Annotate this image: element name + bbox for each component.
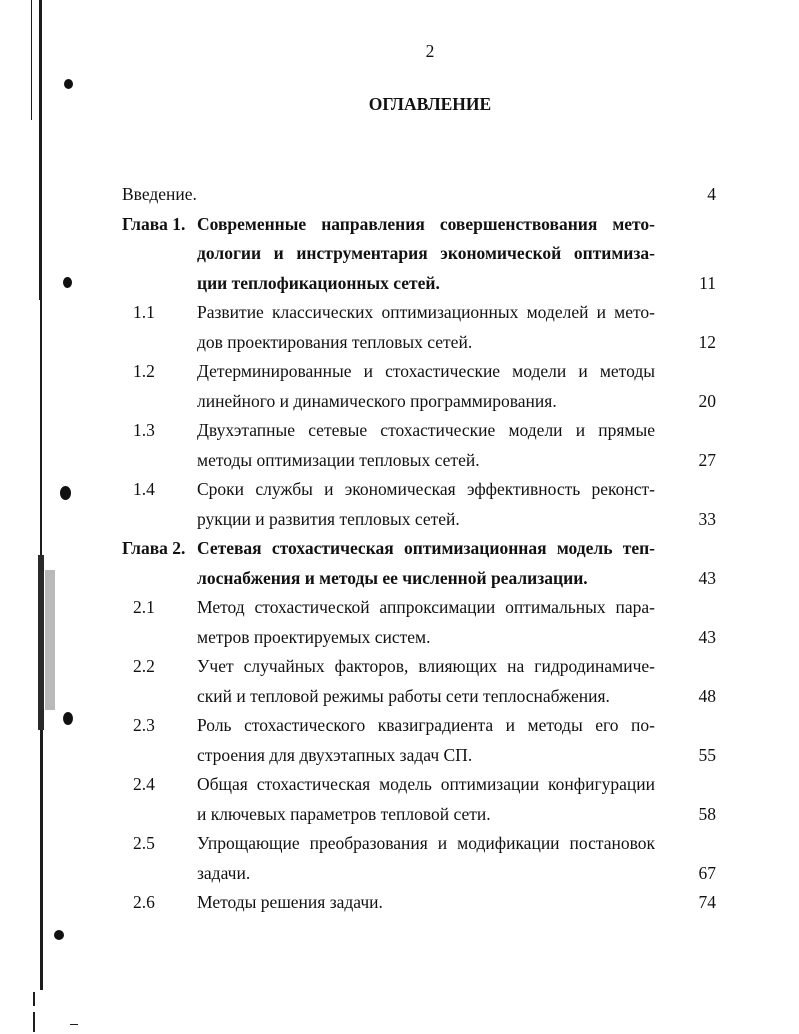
toc-entry-line: Метод стохастической аппроксимации оптимальных пара- [197,597,655,617]
toc-page-number: 43 [698,567,716,588]
toc-entry-number: 1.2 [133,361,155,381]
scan-margin-mark [70,1024,78,1025]
toc-entry-number: 2.1 [133,597,155,617]
scan-margin-line [39,0,42,300]
scan-punch-dot [63,712,73,725]
scan-punch-dot [60,486,71,500]
toc-section-1-3 [122,416,716,475]
toc-entry-line: Учет случайных факторов, влияющих на гидродинамиче- [197,656,655,676]
toc-page-number: 12 [698,331,716,352]
toc-entry-line: Методы решения задачи. [197,892,383,912]
toc-entry-text [197,416,655,475]
toc-entry-line: дов проектирования тепловых сетей. [197,331,473,352]
toc-section-2-1 [122,593,716,652]
toc-entry-number: 2.6 [133,892,155,912]
toc-entry-text [197,652,655,711]
toc-entry-number: 2.2 [133,656,155,676]
toc-entry-text [197,298,655,357]
toc-entry-line: методы оптимизации тепловых сетей. [197,449,480,470]
toc-entry-number: 2.3 [133,715,155,735]
toc-entry-number: Глава 2. [122,538,186,558]
toc-entry-line: Роль стохастического квазиградиента и методы его по- [197,715,655,735]
toc-entry-text [197,475,655,534]
toc-section-2-4 [122,770,716,829]
toc-entry-text [197,210,655,299]
scan-margin-line [40,730,43,990]
toc-chapter-1 [122,210,716,299]
scan-punch-dot [54,930,64,940]
toc-entry-line: Детерминированные и стохастические модели и методы [197,361,655,381]
toc-entry-line: ции теплофикационных сетей. [197,272,440,293]
toc-entry-line: дологии и инструментария экономической оптимиза- [197,243,655,263]
toc-entry-line: Упрощающие преобразования и модификации постановок [197,833,655,853]
toc-page-number: 33 [698,508,716,529]
scan-punch-dot [63,277,72,288]
toc-page-number: 20 [698,390,716,411]
toc-entry-text [197,770,655,829]
toc-page-number: 55 [698,744,716,765]
toc-entry-line: лоснабжения и методы ее численной реализации. [197,567,588,588]
toc-entry-number: 2.4 [133,774,155,794]
scan-margin-line [38,555,44,730]
toc-entry-line: линейного и динамического программирования. [197,390,557,411]
toc-entry-text [197,534,655,593]
toc-section-2-2 [122,652,716,711]
toc-page-number: 58 [698,803,716,824]
toc-section-1-2 [122,357,716,416]
toc-entry-line: задачи. [197,862,251,883]
toc-page-number: 27 [698,449,716,470]
toc-page-number: 67 [698,862,716,883]
toc-chapter-2 [122,534,716,593]
scan-margin-mark [33,1012,35,1032]
toc-section-2-3 [122,711,716,770]
toc-entry-line: Введение. [122,184,197,204]
page-number: 2 [425,41,435,61]
scan-margin-mark [33,992,35,1006]
toc-entry-line: Общая стохастическая модель оптимизации конфигурации [197,774,655,794]
toc-entry-line: Современные направления совершенствования мето- [197,213,655,234]
toc-entry-line: рукции и развития тепловых сетей. [197,508,460,529]
toc-section-1-1 [122,298,716,357]
toc-entry-line: Развитие классических оптимизационных моделей и мето- [197,302,655,322]
toc-entry-number: 2.5 [133,833,155,853]
toc-entry-number: Глава 1. [122,213,186,234]
toc-entry-number: 1.1 [133,302,155,322]
toc-entry-line: метров проектируемых систем. [197,626,431,647]
toc-entry-text [197,593,655,652]
table-of-contents [122,180,716,918]
toc-entry-line: Двухэтапные сетевые стохастические модели и прямые [197,420,655,440]
toc-section-2-5 [122,829,716,888]
toc-section-1-4 [122,475,716,534]
toc-entry-line: Сетевая стохастическая оптимизационная модель теп- [197,538,655,558]
toc-entry-line: и ключевых параметров тепловой сети. [197,803,491,824]
toc-intro [122,180,716,210]
toc-page-number: 11 [699,272,716,293]
toc-entry-text [197,711,655,770]
toc-entry-line: строения для двухэтапных задач СП. [197,744,473,765]
toc-entry-text [197,888,655,918]
toc-entry-line: Сроки службы и экономическая эффективность реконст- [197,479,655,499]
scan-margin-line [31,0,32,120]
toc-entry-number: 1.4 [133,479,155,499]
toc-section-2-6 [122,888,716,918]
toc-page-number: 4 [707,184,716,204]
toc-page-number: 48 [698,685,716,706]
toc-page-number: 43 [698,626,716,647]
scan-margin-line [40,300,42,555]
toc-page-number: 74 [698,892,716,912]
toc-entry-line: ский и тепловой режимы работы сети теплоснабжения. [197,685,610,706]
scan-punch-dot [64,79,73,89]
page-title: ОГЛАВЛЕНИЕ [368,94,492,114]
toc-entry-number: 1.3 [133,420,155,440]
toc-entry-text [197,357,655,416]
scan-margin-noise [45,570,55,710]
toc-entry-text [197,829,655,888]
